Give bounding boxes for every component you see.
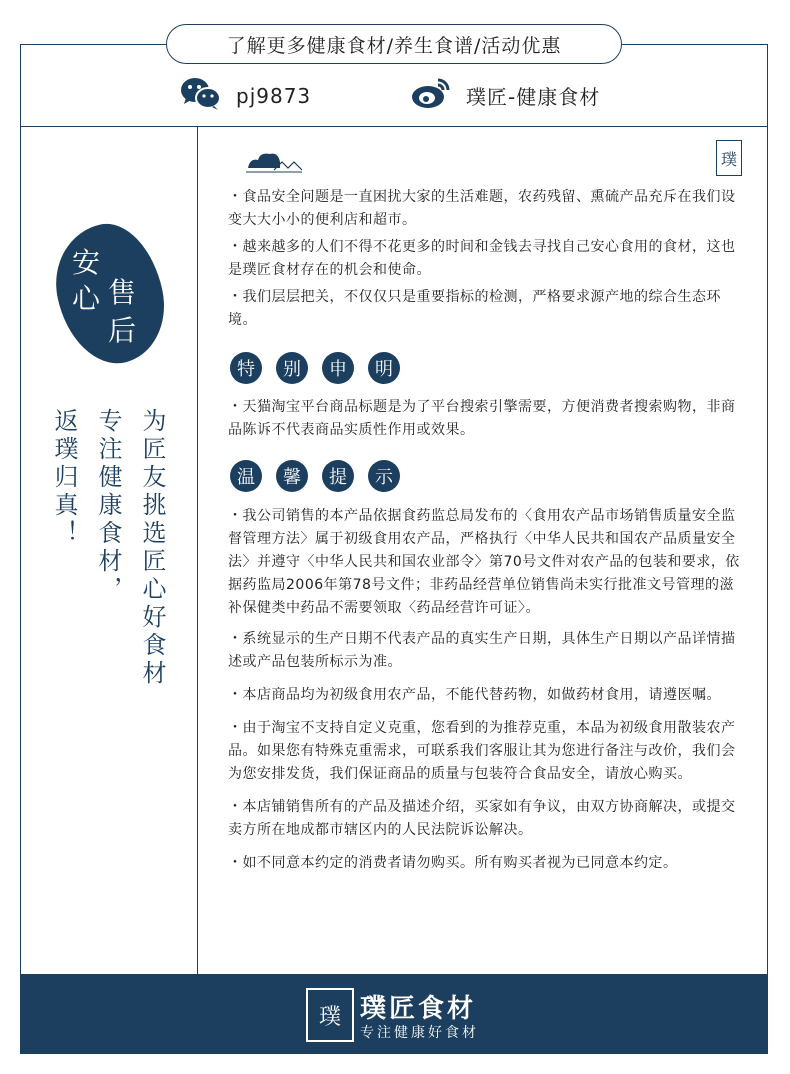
intro-section <box>228 186 748 336</box>
statement-char-1: 特 <box>230 352 262 384</box>
vertical-slogan-2: 专注健康食材， <box>94 408 122 604</box>
vertical-slogan-1: 为匠友挑选匠心好食材 <box>138 408 166 688</box>
contacts-bar <box>20 64 768 127</box>
statement-char-2: 别 <box>276 352 308 384</box>
seal-stamp <box>716 140 742 176</box>
weibo-contact <box>410 76 600 114</box>
statement-heading <box>230 352 400 384</box>
cloud-mountain-icon <box>244 148 304 178</box>
footer-bar <box>20 974 768 1054</box>
tips-paragraph-2: ・系统显示的生产日期不代表产品的真实生产日期，具体生产日期以产品详情描述或产品包装所标示为准。 <box>228 631 736 670</box>
tips-paragraph-3: ・本店商品均为初级食用农产品，不能代替药物，如做药材食用，请遵医嘱。 <box>228 687 721 703</box>
header-pill-text: 了解更多健康食材/养生食谱/活动优惠 <box>226 34 562 57</box>
intro-paragraph-1: ・食品安全问题是一直困扰大家的生活难题，农药残留、熏硫产品充斥在我们设变大大小小的便利店和超市。 <box>228 189 736 228</box>
tips-char-4: 示 <box>368 460 400 492</box>
footer-brand-subtitle: 专注健康好食材 <box>360 1025 479 1041</box>
badge-char-2: 心 <box>72 282 101 315</box>
vertical-slogan-3: 返璞归真！ <box>50 408 78 548</box>
statement-section <box>228 396 748 446</box>
tips-char-2: 馨 <box>276 460 308 492</box>
tips-char-1: 温 <box>230 460 262 492</box>
statement-paragraph: ・天猫淘宝平台商品标题是为了平台搜索引擎需要，方便消费者搜索购物，非商品陈诉不代表商品实质性作用或效果。 <box>228 399 736 438</box>
tips-char-3: 提 <box>322 460 354 492</box>
tips-paragraph-5: ・本店铺销售所有的产品及描述介绍，买家如有争议，由双方协商解决，或提交卖方所在地成都市辖区内的人民法院诉讼解决。 <box>228 799 736 838</box>
wechat-icon <box>180 76 222 116</box>
footer-logo-mark <box>306 988 354 1042</box>
header-pill <box>166 24 622 64</box>
footer-logo-char: 璞 <box>318 1004 341 1030</box>
badge-char-1: 安 <box>72 246 101 279</box>
tips-paragraph-1: ・我公司销售的本产品依据食药监总局发布的〈食用农产品市场销售质量安全监督管理方法〉属于初级食用农产品，严格执行〈中华人民共和国农产品质量安全法〉并遵守〈中华人民共和国农业部令〉第70号文件对农产品的包装和要求，依据药监局2006年第78号文件；非药品经营单位销售尚未实行批准文号管理的滋补保健类中药品不需要领取〈药品经营许可证〉。 <box>228 508 740 616</box>
badge-char-4: 后 <box>108 314 137 347</box>
badge-char-3: 售 <box>108 276 137 309</box>
footer-brand-title: 璞匠食材 <box>360 994 477 1024</box>
tips-paragraph-4: ・由于淘宝不支持自定义克重，您看到的为推荐克重，本品为初级食用散装农产品。如果您有特殊克重需求，可联系我们客服让其为您进行备注与改价，我们会为您安排发货，我们保证商品的质量与包装符合食品安全，请放心购买。 <box>228 720 736 782</box>
wechat-id: pj9873 <box>236 84 312 108</box>
statement-char-3: 申 <box>322 352 354 384</box>
tips-paragraph-6: ・如不同意本约定的消费者请勿购买。所有购买者视为已同意本约定。 <box>228 855 678 871</box>
weibo-icon <box>410 76 452 114</box>
intro-paragraph-3: ・我们层层把关，不仅仅只是重要指标的检测，严格要求源产地的综合生态环境。 <box>228 289 721 328</box>
wechat-contact <box>180 76 311 116</box>
intro-paragraph-2: ・越来越多的人们不得不花更多的时间和金钱去寻找自己安心食用的食材，这也是璞匠食材存在的机会和使命。 <box>228 239 736 278</box>
tips-heading <box>230 460 400 492</box>
tips-section <box>228 505 748 879</box>
column-divider <box>197 126 198 974</box>
statement-char-4: 明 <box>368 352 400 384</box>
weibo-name: 璞匠-健康食材 <box>466 84 601 109</box>
seal-char: 璞 <box>720 149 737 169</box>
